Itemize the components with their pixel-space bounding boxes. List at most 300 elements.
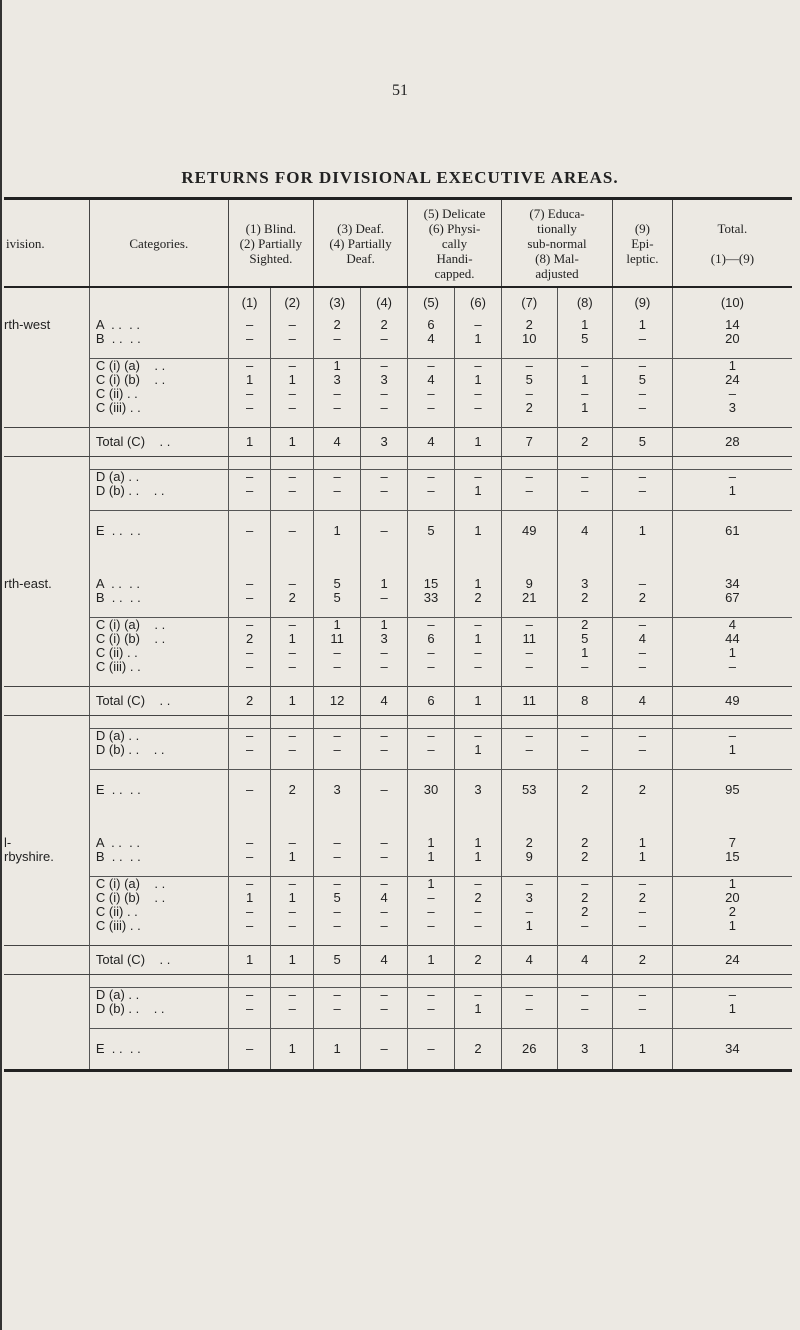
spacer-cell: [672, 757, 792, 770]
count-value: 4: [408, 332, 455, 346]
count-value: –: [228, 318, 271, 332]
count-value: 2: [314, 318, 361, 332]
count-value: 1: [228, 373, 271, 387]
spacer-cell: [361, 498, 408, 511]
count-value: 3: [361, 632, 408, 646]
category-label: C (ii) . .: [89, 905, 228, 919]
spacer-cell: [455, 933, 502, 946]
spacer-row: [4, 457, 792, 470]
count-value: –: [455, 359, 502, 374]
count-value: –: [361, 850, 408, 864]
table-body: [4, 287, 792, 1071]
category-label: D (a) . .: [89, 988, 228, 1003]
count-value: –: [613, 729, 673, 744]
count-value: –: [271, 470, 314, 485]
count-value: 2: [557, 591, 613, 605]
count-value: –: [271, 511, 314, 552]
spacer-cell: [228, 551, 271, 577]
spacer-cell: [271, 415, 314, 428]
spacer-cell: [672, 674, 792, 687]
count-value: –: [314, 332, 361, 346]
count-value: –: [271, 359, 314, 374]
spacer-cell: [613, 716, 673, 729]
spacer-cell: [613, 498, 673, 511]
table-row: [4, 618, 792, 633]
count-value: 6: [408, 318, 455, 332]
category-label: C (i) (a) . .: [89, 359, 228, 374]
count-value: 4: [361, 946, 408, 975]
page-number: 51: [392, 82, 408, 99]
count-value: –: [228, 905, 271, 919]
spacer-cell: [4, 346, 89, 359]
category-label: D (a) . .: [89, 470, 228, 485]
count-value: –: [228, 511, 271, 552]
spacer-cell: [501, 498, 557, 511]
category-label: E . . . .: [89, 770, 228, 811]
division-cell: [4, 373, 89, 387]
spacer-cell: [4, 457, 89, 470]
division-cell: [4, 591, 89, 605]
spacer-cell: [89, 605, 228, 618]
spacer-cell: [455, 457, 502, 470]
count-value: 1: [228, 891, 271, 905]
count-value: –: [271, 919, 314, 933]
spacer-cell: [4, 933, 89, 946]
count-value: –: [408, 660, 455, 674]
spacer-cell: [408, 1016, 455, 1029]
table-row: [4, 511, 792, 552]
count-value: –: [228, 332, 271, 346]
count-value: 1: [271, 428, 314, 457]
count-value: 5: [314, 891, 361, 905]
count-value: –: [455, 646, 502, 660]
division-cell: rth-east.: [4, 576, 52, 591]
count-value: 2: [501, 836, 557, 850]
count-value: 4: [557, 946, 613, 975]
spacer-cell: [89, 975, 228, 988]
count-value: 8: [557, 687, 613, 716]
spacer-cell: [361, 975, 408, 988]
count-value: 2: [271, 591, 314, 605]
spacer-cell: [557, 674, 613, 687]
count-value: –: [501, 618, 557, 633]
spacer-cell: [271, 810, 314, 836]
spacer-cell: [408, 605, 455, 618]
count-value: 1: [455, 577, 502, 591]
count-value: –: [557, 877, 613, 892]
category-label: B . . . .: [89, 850, 228, 864]
total-value: 14: [672, 318, 792, 332]
table-row: [4, 359, 792, 374]
table-row: [4, 905, 792, 919]
spacer-cell: [672, 975, 792, 988]
count-value: –: [228, 660, 271, 674]
spacer-cell: [314, 1016, 361, 1029]
spacer-cell: [314, 933, 361, 946]
count-value: –: [557, 359, 613, 374]
spacer-cell: [557, 498, 613, 511]
spacer-cell: [271, 975, 314, 988]
spacer-row: [4, 498, 792, 511]
count-value: 1: [314, 618, 361, 633]
count-value: –: [314, 988, 361, 1003]
count-value: 9: [501, 850, 557, 864]
table-row: [4, 1002, 792, 1016]
spacer-cell: [314, 346, 361, 359]
spacer-cell: [455, 415, 502, 428]
spacer-cell: [408, 346, 455, 359]
count-value: 1: [228, 428, 271, 457]
column-number: (1): [228, 287, 271, 318]
spacer-cell: [501, 975, 557, 988]
count-value: –: [361, 591, 408, 605]
count-value: –: [613, 988, 673, 1003]
spacer-cell: [4, 674, 89, 687]
spacer-cell: [228, 498, 271, 511]
count-value: 3: [314, 770, 361, 811]
spacer-cell: [4, 551, 89, 577]
spacer-cell: [89, 1016, 228, 1029]
count-value: 2: [271, 770, 314, 811]
count-value: 1: [408, 946, 455, 975]
count-value: –: [271, 577, 314, 591]
count-value: –: [557, 484, 613, 498]
category-label: A . . . .: [89, 836, 228, 850]
total-value: 1: [672, 646, 792, 660]
table-row: [4, 850, 792, 864]
count-value: 1: [455, 836, 502, 850]
count-value: 11: [314, 632, 361, 646]
count-value: 4: [361, 687, 408, 716]
spacer-row: [4, 1016, 792, 1029]
count-value: 5: [314, 577, 361, 591]
count-value: –: [613, 484, 673, 498]
total-header: Total. (1)—(9): [672, 199, 792, 288]
spacer-cell: [4, 498, 89, 511]
category-label: C (i) (a) . .: [89, 618, 228, 633]
count-value: 1: [271, 891, 314, 905]
table-row: [4, 660, 792, 674]
count-value: –: [613, 877, 673, 892]
table-row: [4, 729, 792, 744]
count-value: –: [613, 743, 673, 757]
count-value: –: [228, 836, 271, 850]
count-value: 1: [455, 511, 502, 552]
count-value: –: [361, 743, 408, 757]
count-value: 4: [408, 428, 455, 457]
count-value: –: [271, 332, 314, 346]
spacer-cell: [89, 716, 228, 729]
count-value: 1: [557, 318, 613, 332]
division-cell: [4, 660, 89, 674]
spacer-cell: [4, 716, 89, 729]
division-cell: [4, 401, 89, 415]
category-label: C (i) (b) . .: [89, 632, 228, 646]
spacer-cell: [228, 716, 271, 729]
spacer-cell: [672, 716, 792, 729]
spacer-cell: [557, 975, 613, 988]
count-value: –: [361, 646, 408, 660]
division-cell: [4, 729, 89, 744]
count-value: –: [314, 877, 361, 892]
spacer-cell: [455, 1016, 502, 1029]
count-value: –: [228, 646, 271, 660]
total-value: –: [672, 660, 792, 674]
count-value: 1: [408, 836, 455, 850]
count-value: –: [501, 988, 557, 1003]
spacer-cell: [361, 457, 408, 470]
count-value: –: [557, 387, 613, 401]
count-value: 1: [228, 946, 271, 975]
spacer-row: [4, 864, 792, 877]
spacer-cell: [672, 415, 792, 428]
division-cell: [4, 484, 89, 498]
count-value: 26: [501, 1029, 557, 1071]
count-value: 2: [557, 428, 613, 457]
count-value: –: [408, 891, 455, 905]
category-label: D (a) . .: [89, 729, 228, 744]
table-row: [4, 836, 792, 850]
count-value: –: [455, 470, 502, 485]
spacer-cell: [557, 457, 613, 470]
count-value: –: [501, 1002, 557, 1016]
spacer-cell: [89, 498, 228, 511]
spacer-cell: [361, 864, 408, 877]
division-cell: [4, 919, 89, 933]
count-value: –: [408, 1002, 455, 1016]
total-value: 61: [672, 511, 792, 552]
count-value: –: [361, 919, 408, 933]
category-label: B . . . .: [89, 591, 228, 605]
count-value: 1: [613, 850, 673, 864]
count-value: 5: [314, 946, 361, 975]
spacer-cell: [4, 864, 89, 877]
count-value: –: [613, 332, 673, 346]
column-number: (9): [613, 287, 673, 318]
count-value: –: [455, 877, 502, 892]
count-value: –: [613, 1002, 673, 1016]
spacer-cell: [501, 551, 557, 577]
count-value: 1: [613, 318, 673, 332]
epileptic-header: (9) Epi- leptic.: [613, 199, 673, 288]
count-value: –: [271, 618, 314, 633]
spacer-row: [4, 933, 792, 946]
spacer-row: [4, 605, 792, 618]
spacer-cell: [672, 1016, 792, 1029]
spacer-cell: [361, 716, 408, 729]
count-value: –: [228, 359, 271, 374]
count-value: –: [271, 318, 314, 332]
spacer-cell: [314, 810, 361, 836]
count-value: 4: [314, 428, 361, 457]
count-value: 1: [455, 332, 502, 346]
count-value: 3: [455, 770, 502, 811]
division-cell: [4, 359, 89, 374]
count-value: –: [455, 660, 502, 674]
division-cell: [4, 988, 89, 1003]
spacer-cell: [455, 810, 502, 836]
spacer-cell: [613, 933, 673, 946]
header-row: [4, 199, 792, 288]
spacer-cell: [501, 605, 557, 618]
count-value: –: [271, 836, 314, 850]
table-row: [4, 484, 792, 498]
count-value: –: [314, 905, 361, 919]
count-value: –: [501, 359, 557, 374]
spacer-row: [4, 674, 792, 687]
count-value: –: [613, 660, 673, 674]
category-label: C (ii) . .: [89, 646, 228, 660]
spacer-cell: [314, 605, 361, 618]
spacer-cell: [557, 551, 613, 577]
category-label: Total (C) . .: [89, 428, 228, 457]
total-value: 1: [672, 484, 792, 498]
count-value: –: [455, 318, 502, 332]
count-value: 5: [557, 332, 613, 346]
count-value: 1: [271, 1029, 314, 1071]
division-cell: [4, 646, 89, 660]
count-value: 1: [613, 511, 673, 552]
spacer-cell: [501, 1016, 557, 1029]
division-cell: [4, 632, 89, 646]
spacer-cell: [613, 346, 673, 359]
count-value: 1: [613, 1029, 673, 1071]
spacer-cell: [314, 716, 361, 729]
count-value: –: [613, 646, 673, 660]
category-label: C (iii) . .: [89, 919, 228, 933]
count-value: –: [455, 905, 502, 919]
total-value: 49: [672, 687, 792, 716]
spacer-row: [4, 975, 792, 988]
count-value: 5: [314, 591, 361, 605]
spacer-cell: [408, 716, 455, 729]
spacer-cell: [228, 757, 271, 770]
count-value: –: [455, 387, 502, 401]
count-value: –: [361, 511, 408, 552]
spacer-cell: [613, 810, 673, 836]
count-value: –: [613, 919, 673, 933]
division-cell: [4, 946, 89, 975]
spacer-cell: [314, 457, 361, 470]
count-value: 1: [455, 428, 502, 457]
category-label: Total (C) . .: [89, 946, 228, 975]
count-value: 1: [361, 577, 408, 591]
count-value: –: [557, 470, 613, 485]
count-value: 4: [501, 946, 557, 975]
total-row: [4, 687, 792, 716]
spacer-cell: [361, 674, 408, 687]
count-value: –: [613, 470, 673, 485]
count-value: 1: [408, 877, 455, 892]
spacer-cell: [408, 498, 455, 511]
spacer-cell: [89, 864, 228, 877]
count-value: 1: [455, 687, 502, 716]
spacer-cell: [361, 933, 408, 946]
total-value: –: [672, 988, 792, 1003]
spacer-cell: [408, 551, 455, 577]
spacer-cell: [271, 605, 314, 618]
category-label: A . . . .: [89, 318, 228, 332]
division-cell: [4, 511, 89, 552]
spacer-cell: [613, 457, 673, 470]
count-value: 2: [557, 905, 613, 919]
count-value: –: [557, 988, 613, 1003]
count-value: –: [455, 618, 502, 633]
count-value: 5: [501, 373, 557, 387]
count-value: 1: [557, 373, 613, 387]
count-value: –: [501, 660, 557, 674]
count-value: 2: [501, 318, 557, 332]
spacer-cell: [672, 864, 792, 877]
count-value: 3: [557, 1029, 613, 1071]
division-cell: [4, 905, 89, 919]
count-value: –: [361, 1029, 408, 1071]
count-value: 1: [557, 646, 613, 660]
count-value: 9: [501, 577, 557, 591]
spacer-cell: [361, 810, 408, 836]
spacer-cell: [89, 933, 228, 946]
column-number: (7): [501, 287, 557, 318]
count-value: 1: [455, 484, 502, 498]
column-number: (6): [455, 287, 502, 318]
table-row: [4, 1029, 792, 1071]
section-separator: [4, 551, 792, 577]
total-value: –: [672, 470, 792, 485]
page-left-edge: [0, 0, 2, 1330]
delicate-header: (5) Delicate (6) Physi- cally Handi- capped.: [408, 199, 502, 288]
count-value: –: [408, 919, 455, 933]
count-value: –: [271, 988, 314, 1003]
total-value: 1: [672, 877, 792, 892]
count-value: –: [361, 470, 408, 485]
table-row: [4, 332, 792, 346]
spacer-cell: [672, 810, 792, 836]
category-label: D (b) . . . .: [89, 484, 228, 498]
spacer-cell: [271, 551, 314, 577]
division-cell: l-: [4, 835, 12, 850]
spacer-cell: [557, 605, 613, 618]
total-value: 20: [672, 332, 792, 346]
count-value: –: [228, 484, 271, 498]
spacer-cell: [455, 674, 502, 687]
spacer-cell: [271, 864, 314, 877]
division-cell: [4, 618, 89, 633]
count-value: 2: [613, 946, 673, 975]
total-value: 28: [672, 428, 792, 457]
category-label: C (iii) . .: [89, 660, 228, 674]
spacer-cell: [228, 346, 271, 359]
count-value: –: [361, 877, 408, 892]
spacer-cell: [228, 415, 271, 428]
spacer-cell: [557, 415, 613, 428]
count-value: –: [501, 484, 557, 498]
spacer-cell: [314, 864, 361, 877]
spacer-cell: [271, 933, 314, 946]
spacer-cell: [271, 757, 314, 770]
count-value: 4: [613, 632, 673, 646]
count-value: –: [408, 1029, 455, 1071]
count-value: –: [314, 1002, 361, 1016]
division-header: ivision.: [4, 199, 89, 288]
blind-header: (1) Blind. (2) Partially Sighted.: [228, 199, 313, 288]
spacer-cell: [228, 1016, 271, 1029]
spacer-cell: [361, 551, 408, 577]
count-value: 1: [501, 919, 557, 933]
count-value: 6: [408, 632, 455, 646]
count-value: –: [228, 729, 271, 744]
count-value: 3: [361, 373, 408, 387]
count-value: 4: [408, 373, 455, 387]
